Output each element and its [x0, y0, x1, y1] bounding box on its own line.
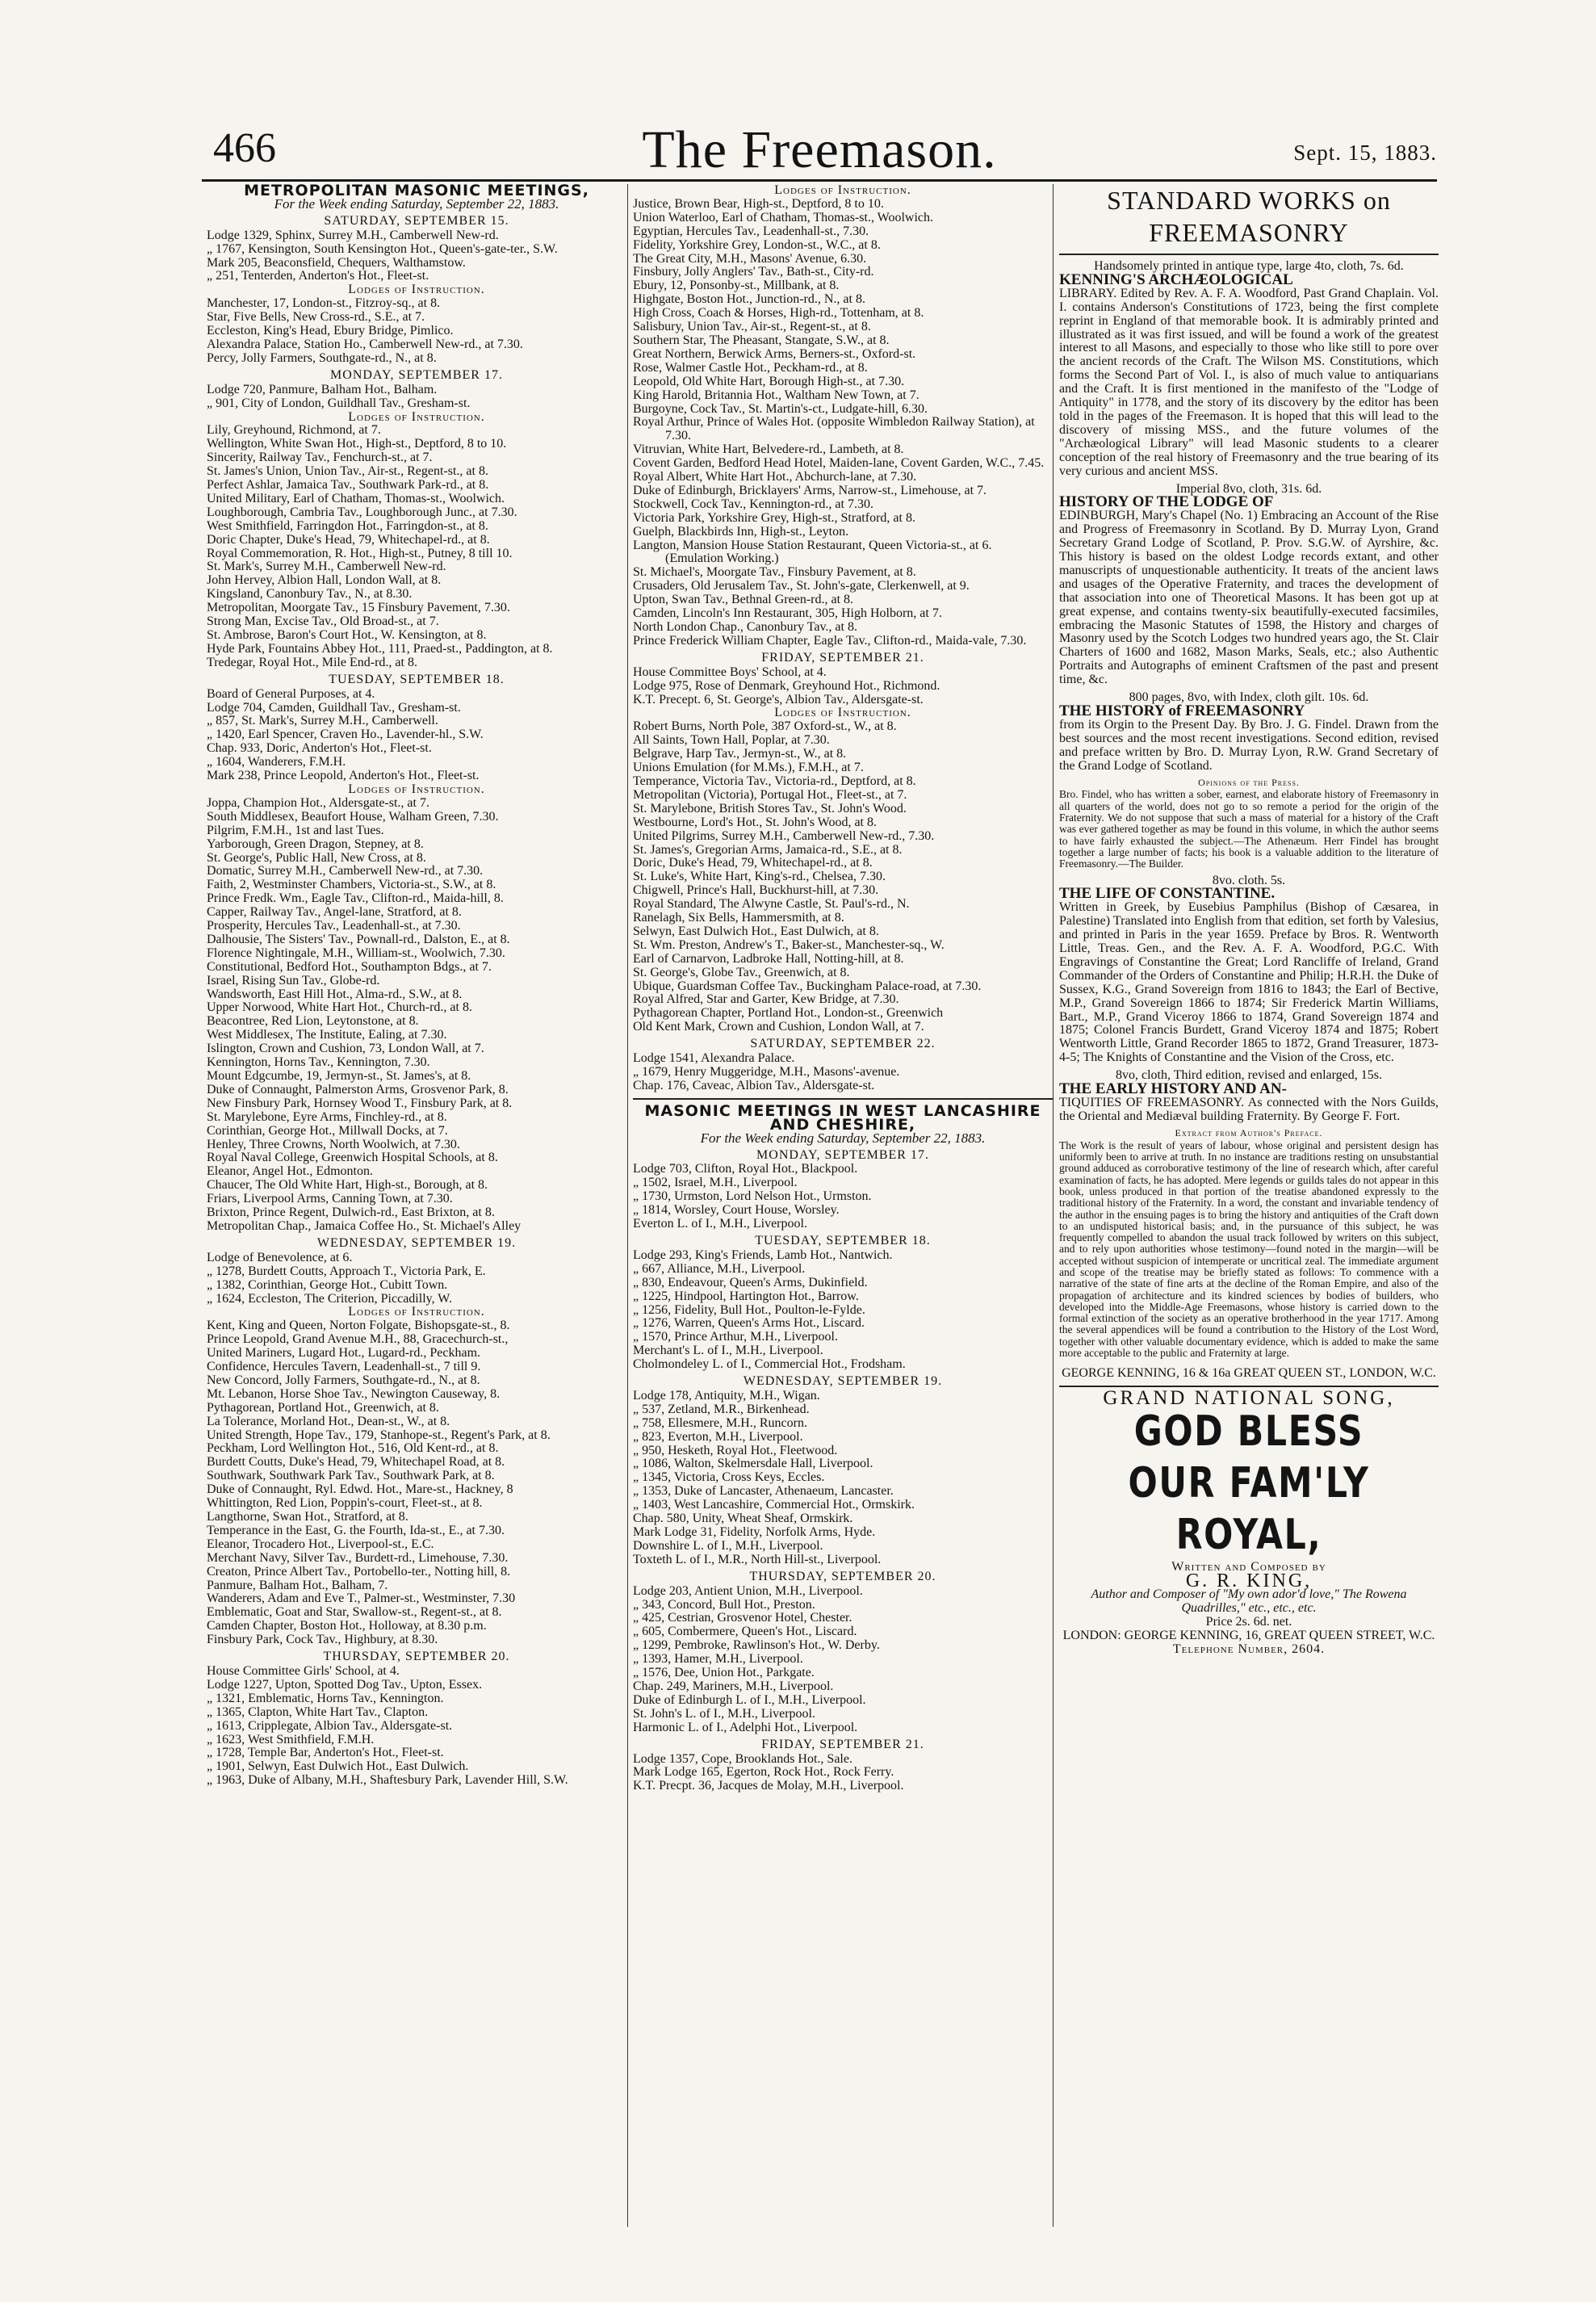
meeting-entry: New Finsbury Park, Hornsey Wood T., Finsbury Park, at 8.	[207, 1096, 513, 1110]
meeting-entry: „ 1403, West Lancashire, Commercial Hot., Ormskirk.	[633, 1498, 915, 1512]
meeting-entry: Upper Norwood, White Hart Hot., Church-rd., at 8.	[207, 1000, 472, 1015]
book-description: EDINBURGH, Mary's Chapel (No. 1) Embracing an Account of the Rise and Progress of Freemasonry in Scotland. By D. Murray Lyon, Grand Secretary Grand Lodge of Scotland, P. Prov. S.G.W. of Ayrshire, &c. This history is based on the oldest Lodge records extant, and other manuscripts of unquestionable authenticity. It treats of the ancient laws and usages of the Operative Fraternity, and traces the development of that association into one of Theoretical Masons. It has been got up at great expense, and contains twenty-six beautifully-executed facsimiles, embracing the Masonic Statutes of 1598, the History and charges of Masonry used by the Scotch Lodges two hundred years ago, the St. Clair Charters of 1600 and 1682, Mason Marks, Seals, etc.; also Authentic Portraits and Autographs of eminent Craftsmen of the past and present time, &c.	[1059, 509, 1439, 687]
meeting-entry: „ 1613, Cripplegate, Albion Tav., Aldersgate-st.	[207, 1718, 453, 1733]
meeting-entry: House Committee Boys' School, at 4.	[633, 665, 827, 679]
day-heading: THURSDAY, SEPTEMBER 20.	[749, 1569, 936, 1583]
meeting-entry: Stockwell, Cock Tav., Kennington-rd., at 7.30.	[633, 497, 873, 511]
meeting-entry: Mark Lodge 31, Fidelity, Norfolk Arms, Hyde.	[633, 1525, 876, 1539]
meeting-entry: „ 1299, Pembroke, Rawlinson's Hot., W. Derby.	[633, 1638, 880, 1653]
meeting-entry: Mount Edgcumbe, 19, Jermyn-st., St. James's, at 8.	[207, 1069, 471, 1083]
day-heading: SATURDAY, SEPTEMBER 15.	[324, 213, 509, 228]
meeting-entry: Temperance in the East, G. the Fourth, Ida-st., E., at 7.30.	[207, 1523, 505, 1537]
meeting-entry: K.T. Precpt. 36, Jacques de Molay, M.H., Liverpool.	[633, 1779, 904, 1793]
meeting-entry: „ 1576, Dee, Union Hot., Parkgate.	[633, 1666, 815, 1680]
meeting-entry: „ 1345, Victoria, Cross Keys, Eccles.	[633, 1470, 825, 1485]
meeting-entry: Faith, 2, Westminster Chambers, Victoria-st., S.W., at 8.	[207, 878, 496, 892]
subsection-heading: Lodges of Instruction.	[774, 184, 911, 197]
meeting-entry: Tredegar, Royal Hot., Mile End-rd., at 8.	[207, 655, 417, 669]
meeting-entry: Royal Naval College, Greenwich Hospital Schools, at 8.	[207, 1151, 498, 1165]
meeting-entry: United Pilgrims, Surrey M.H., Camberwell New-rd., 7.30.	[633, 828, 935, 843]
meeting-entry: Chap. 580, Unity, Wheat Sheaf, Ormskirk.	[633, 1512, 853, 1526]
meeting-entry: Temperance, Victoria Tav., Victoria-rd., Deptford, at 8.	[633, 774, 916, 788]
meeting-entry: Confidence, Hercules Tavern, Leadenhall-st., 7 till 9.	[207, 1360, 481, 1374]
meeting-entry: „ 1276, Warren, Queen's Arms Hot., Liscard.	[633, 1316, 865, 1331]
meeting-entry: Royal Commemoration, R. Hot., High-st., Putney, 8 till 10.	[207, 546, 513, 560]
meeting-entry: Kennington, Horns Tav., Kennington, 7.30.	[207, 1055, 430, 1070]
meeting-entry: Finsbury Park, Cock Tav., Highbury, at 8.30.	[207, 1633, 438, 1647]
meeting-entry: St. Wm. Preston, Andrew's T., Baker-st., Manchester-sq., W.	[633, 937, 945, 952]
meeting-entry: „ 605, Combermere, Queen's Hot., Liscard.	[633, 1625, 857, 1639]
meeting-entry: St. James's, Gregorian Arms, Jamaica-rd., S.E., at 8.	[633, 842, 903, 857]
meeting-entry: Belgrave, Harp Tav., Jermyn-st., W., at 8.	[633, 747, 847, 761]
meeting-entry: Lily, Greyhound, Richmond, at 7.	[207, 423, 381, 438]
meeting-entry: Chap. 249, Mariners, M.H., Liverpool.	[633, 1679, 834, 1693]
meeting-entry: Royal Albert, White Hart Hot., Abchurch-lane, at 7.30.	[633, 470, 917, 484]
meeting-entry: Merchant Navy, Silver Tav., Burdett-rd., Limehouse, 7.30.	[207, 1550, 509, 1565]
meeting-entry: Toxteth L. of I., M.R., North Hill-st., Liverpool.	[633, 1552, 882, 1566]
meeting-entry: „ 1393, Hamer, M.H., Liverpool.	[633, 1652, 803, 1667]
subsection-heading: Lodges of Instruction.	[774, 706, 911, 720]
meeting-entry: Victoria Park, Yorkshire Grey, High-st., Stratford, at 8.	[633, 510, 915, 525]
meeting-entry: Chap. 176, Caveac, Albion Tav., Aldersgate-st.	[633, 1078, 875, 1092]
meeting-entry: „ 1730, Urmston, Lord Nelson Hot., Urmston.	[633, 1189, 872, 1204]
press-opinions-heading: Opinions of the Press.	[1198, 776, 1300, 788]
meeting-entry: Camden, Lincoln's Inn Restaurant, 305, High Holborn, at 7.	[633, 606, 942, 621]
meeting-entry: Creaton, Prince Albert Tav., Portobello-ter., Notting hill, 8.	[207, 1564, 511, 1579]
meeting-entry: „ 1901, Selwyn, East Dulwich Hot., East Dulwich.	[207, 1759, 469, 1774]
day-heading: MONDAY, SEPTEMBER 17.	[330, 367, 503, 382]
day-heading: TUESDAY, SEPTEMBER 18.	[329, 672, 505, 686]
meeting-entry: „ 901, City of London, Guildhall Tav., Gresham-st.	[207, 396, 471, 410]
section-heading: METROPOLITAN MASONIC MEETINGS,	[244, 184, 589, 199]
day-heading: MONDAY, SEPTEMBER 17.	[756, 1147, 929, 1162]
meeting-entry: Lodge 203, Antient Union, M.H., Liverpool.	[633, 1583, 863, 1598]
book-price: Handsomely printed in antique type, large 4to, cloth, 7s. 6d.	[1094, 259, 1404, 273]
meeting-entry: Eleanor, Trocadero Hot., Liverpool-st., E.C.	[207, 1537, 434, 1551]
meeting-entry: „ 1365, Clapton, White Hart Tav., Clapton.	[207, 1704, 429, 1719]
meetings-list	[633, 1052, 1053, 1093]
meeting-entry: Harmonic L. of I., Adelphi Hot., Liverpool.	[633, 1720, 858, 1734]
meeting-entry: South Middlesex, Beaufort House, Walham Green, 7.30.	[207, 809, 499, 824]
meeting-entry: „ 1321, Emblematic, Horns Tav., Kennington.	[207, 1691, 444, 1705]
meeting-entry: Kingsland, Canonbury Tav., N., at 8.30.	[207, 587, 413, 602]
meeting-entry: John Hervey, Albion Hall, London Wall, at 8.	[207, 573, 442, 588]
meeting-entry: Langthorne, Swan Hot., Stratford, at 8.	[207, 1510, 408, 1524]
meeting-entry: Doric, Duke's Head, 79, Whitechapel-rd., at 8.	[633, 856, 873, 870]
meeting-entry: Everton L. of I., M.H., Liverpool.	[633, 1217, 807, 1231]
meeting-entry: Wandsworth, East Hill Hot., Alma-rd., S.W., at 8.	[207, 987, 463, 1001]
meeting-entry: Whittington, Red Lion, Poppin's-court, Fleet-st., at 8.	[207, 1496, 483, 1511]
section-divider	[1059, 254, 1439, 255]
day-heading: WEDNESDAY, SEPTEMBER 19.	[743, 1374, 943, 1389]
preface-extract: The Work is the result of years of labour, whose original and persistent design has uniformly been to arrive at truth. In no instance are traditions resting on unsubstantial ground adduced as corroborative testimony of the line of research which, after careful examination of facts, he has adopted. Mere legends or guilds tales do not appear in this book, unless produced in that portion of the treatise abandoned expressly to the traditional history of the Fraternity. In a word, the constant and invariable tendency of the author in the ensuing pages is to bring the history and antiquities of the Craft down to an undisputed historical basis; and, in the pursuance of this subject, he was frequently compelled to abandon the usual track followed by writers on this subject, and to rely upon authorities whose testimony—found noted in the margin—will be accepted without suspicion of intemperate or uncritical zeal. The immediate argument and scope of the treatise may be briefly stated as follows: To commence with a narrative of the state of fine arts at the decline of the Roman Empire, and also of the propagation of architecture and its kindred sciences by bodies of builders, who developed into the Middle-Age Freemasons, whose history is carried down to the formal extinction of the society as an operative brotherhood in the year 1717. Among the several appendices will be found a contribution to the History of the Lost Word, together with other valuable documentary evidence, which is added to make the same more acceptable to the public and Fraternity at large.	[1059, 1138, 1439, 1360]
meeting-entry: Duke of Connaught, Ryl. Edwd. Hot., Mare-st., Hackney, 8	[207, 1482, 513, 1497]
subsection-heading: Lodges of Instruction.	[348, 782, 485, 796]
meetings-list	[633, 666, 1053, 707]
day-heading: WEDNESDAY, SEPTEMBER 19.	[316, 1235, 517, 1250]
meeting-entry: Israel, Rising Sun Tav., Globe-rd.	[207, 973, 380, 987]
meeting-entry: Capper, Railway Tav., Angel-lane, Stratford, at 8.	[207, 905, 462, 920]
meeting-entry: Cholmondeley L. of I., Commercial Hot., Frodsham.	[633, 1357, 906, 1372]
meeting-entry: Perfect Ashlar, Jamaica Tav., Southwark Park-rd., at 8.	[207, 478, 489, 493]
meeting-entry: St. Marylebone, British Stores Tav., St. John's Wood.	[633, 801, 907, 816]
meeting-entry: Merchant's L. of I., M.H., Liverpool.	[633, 1344, 823, 1358]
meeting-entry: „ 537, Zetland, M.R., Birkenhead.	[633, 1402, 810, 1416]
meeting-entry: Westbourne, Lord's Hot., St. John's Wood, at 8.	[633, 815, 877, 829]
meeting-entry: „ 1225, Hindpool, Hartington Hot., Barrow.	[633, 1289, 859, 1303]
song-credit: Author and Composer of "My own ador'd love," The Rowena Quadrilles," etc., etc., etc.	[1091, 1587, 1407, 1615]
meeting-entry: „ 758, Ellesmere, M.H., Runcorn.	[633, 1415, 807, 1430]
meeting-entry: Great Northern, Berwick Arms, Berners-st., Oxford-st.	[633, 346, 916, 361]
song-byline: Written and Composed by	[1171, 1560, 1326, 1575]
meeting-entry: „ 830, Endeavour, Queen's Arms, Dukinfield.	[633, 1275, 868, 1289]
meeting-entry: „ 1570, Prince Arthur, M.H., Liverpool.	[633, 1330, 838, 1344]
meeting-entry: Prosperity, Hercules Tav., Leadenhall-st., at 7.30.	[207, 919, 461, 933]
book-title: THE LIFE OF CONSTANTINE.	[1059, 885, 1276, 903]
book-title: THE EARLY HISTORY AND AN-	[1059, 1080, 1287, 1098]
column-divider	[1053, 184, 1054, 2227]
meeting-entry: Upton, Swan Tav., Bethnal Green-rd., at 8.	[633, 593, 854, 607]
meeting-entry: Duke of Edinburgh L. of I., M.H., Liverpool.	[633, 1692, 866, 1707]
meeting-entry: House Committee Girls' School, at 4.	[207, 1663, 400, 1678]
meeting-entry: Joppa, Champion Hot., Aldersgate-st., at 7.	[207, 795, 429, 810]
meeting-entry: Lodge 1541, Alexandra Palace.	[633, 1051, 795, 1066]
meeting-entry: Constitutional, Bedford Hot., Southampton Bdgs., at 7.	[207, 959, 492, 974]
meeting-entry: Finsbury, Jolly Anglers' Tav., Bath-st., City-rd.	[633, 265, 874, 279]
meeting-entry: Duke of Edinburgh, Bricklayers' Arms, Narrow-st., Limehouse, at 7.	[633, 483, 987, 497]
meeting-entry: „ 1353, Duke of Lancaster, Athenaeum, Lancaster.	[633, 1484, 894, 1499]
meeting-entry: Mt. Lebanon, Horse Shoe Tav., Newington Causeway, 8.	[207, 1386, 501, 1401]
meeting-entry: King Harold, Britannia Hot., Waltham New Town, at 7.	[633, 388, 919, 402]
meeting-entry: Lodge 293, King's Friends, Lamb Hot., Nantwich.	[633, 1247, 893, 1262]
meeting-entry: „ 1963, Duke of Albany, M.H., Shaftesbury Park, Lavender Hill, S.W.	[207, 1773, 568, 1788]
meeting-entry: Kent, King and Queen, Norton Folgate, Bishopsgate-st., 8.	[207, 1319, 510, 1333]
meeting-entry: „ 1624, Eccleston, The Criterion, Piccadilly, W.	[207, 1291, 452, 1306]
meeting-entry: Lodge 704, Camden, Guildhall Tav., Gresham-st.	[207, 700, 461, 715]
meeting-entry: „ 1728, Temple Bar, Anderton's Hot., Fleet-st.	[207, 1746, 444, 1760]
meeting-entry: „ 1256, Fidelity, Bull Hot., Poulton-le-Fylde.	[633, 1302, 865, 1317]
meeting-entry: Corinthian, George Hot., Millwall Docks, at 7.	[207, 1123, 448, 1138]
subsection-heading: Lodges of Instruction.	[348, 283, 485, 297]
meeting-entry: Rose, Walmer Castle Hot., Peckham-rd., at 8.	[633, 360, 868, 375]
meeting-entry: Union Waterloo, Earl of Chatham, Thomas-st., Woolwich.	[633, 210, 934, 224]
telephone-number: Telephone Number, 2604.	[1172, 1642, 1326, 1656]
meeting-entry: St. James's Union, Union Tav., Air-st., Regent-st., at 8.	[207, 464, 488, 479]
meeting-entry: Justice, Brown Bear, High-st., Deptford, 8 to 10.	[633, 196, 884, 211]
meeting-entry: Burgoyne, Cock Tav., St. Martin's-ct., Ludgate-hill, 6.30.	[633, 401, 928, 416]
meeting-entry: Friars, Liverpool Arms, Canning Town, at 7.30.	[207, 1192, 453, 1206]
meetings-list	[633, 720, 1053, 1034]
meeting-entry: Southwark, Southwark Park Tav., Southwark Park, at 8.	[207, 1469, 495, 1483]
meeting-entry: United Strength, Hope Tav., 179, Stanhope-st., Regent's Park, at 8.	[207, 1428, 551, 1442]
standard-works-banner: STANDARD WORKS on FREEMASONRY	[1107, 186, 1391, 247]
meeting-entry: St. Luke's, White Hart, King's-rd., Chelsea, 7.30.	[633, 870, 886, 884]
column-divider	[627, 184, 628, 2227]
book-price: 8vo. cloth. 5s.	[1212, 873, 1286, 887]
header-rule	[202, 179, 1437, 182]
book-price: 800 pages, 8vo, with Index, cloth gilt. 10s. 6d.	[1129, 690, 1369, 705]
meeting-entry: Chaucer, The Old White Hart, High-st., Borough, at 8.	[207, 1178, 488, 1193]
meeting-entry: Hyde Park, Fountains Abbey Hot., 111, Praed-st., Paddington, at 8.	[207, 641, 553, 656]
meeting-entry: Henley, Three Crowns, North Woolwich, at 7.30.	[207, 1137, 460, 1151]
meeting-entry: „ 1604, Wanderers, F.M.H.	[207, 755, 346, 769]
meeting-entry: Ranelagh, Six Bells, Hammersmith, at 8.	[633, 911, 844, 925]
meeting-entry: Lodge 1227, Upton, Spotted Dog Tav., Upton, Essex.	[207, 1677, 483, 1692]
meeting-entry: Royal Standard, The Alwyne Castle, St. Paul's-rd., N.	[633, 897, 910, 912]
meeting-entry: Lodge 703, Clifton, Royal Hot., Blackpool.	[633, 1162, 858, 1176]
meeting-entry: „ 251, Tenterden, Anderton's Hot., Fleet-st.	[207, 269, 429, 283]
song-author: G. R. KING,	[1185, 1570, 1313, 1592]
meeting-entry: Royal Arthur, Prince of Wales Hot. (opposite Wimbledon Railway Station), at 7.30.	[633, 415, 1035, 443]
meeting-entry: Star, Five Bells, New Cross-rd., S.E., at 7.	[207, 310, 425, 325]
meeting-entry: All Saints, Town Hall, Poplar, at 7.30.	[633, 733, 830, 748]
meetings-list	[633, 1149, 1053, 1794]
meeting-entry: Alexandra Palace, Station Ho., Camberwell New-rd., at 7.30.	[207, 337, 523, 351]
day-heading: TUESDAY, SEPTEMBER 18.	[755, 1233, 931, 1247]
column-advertisements	[1059, 184, 1439, 2229]
section-divider	[633, 1098, 1053, 1100]
meeting-entry: United Military, Earl of Chatham, Thomas-st., Woolwich.	[207, 491, 505, 505]
masthead	[202, 120, 1437, 187]
meeting-entry: Chap. 933, Doric, Anderton's Hot., Fleet-st.	[207, 741, 432, 756]
meeting-entry: Chigwell, Prince's Hall, Buckhurst-hill, at 7.30.	[633, 883, 879, 898]
meeting-entry: Florence Nightingale, M.H., William-st., Woolwich, 7.30.	[207, 946, 505, 960]
meeting-entry: St. Michael's, Moorgate Tav., Finsbury Pavement, at 8.	[633, 565, 916, 580]
meeting-entry: Emblematic, Goat and Star, Swallow-st., Regent-st., at 8.	[207, 1605, 502, 1620]
meeting-entry: La Tolerance, Morland Hot., Dean-st., W., at 8.	[207, 1414, 450, 1428]
page-number: 466	[213, 125, 276, 171]
meeting-entry: New Concord, Jolly Farmers, Southgate-rd., N., at 8.	[207, 1373, 480, 1387]
meeting-entry: St. George's, Globe Tav., Greenwich, at 8.	[633, 965, 850, 979]
meeting-entry: Yarborough, Green Dragon, Stepney, at 8.	[207, 837, 424, 851]
meeting-entry: Leopold, Old White Hart, Borough High-st., at 7.30.	[633, 374, 905, 388]
column-lodges-of-instruction	[633, 184, 1053, 2229]
meeting-entry: Lodge 178, Antiquity, M.H., Wigan.	[633, 1388, 820, 1403]
meeting-entry: Lodge 1357, Cope, Brooklands Hot., Sale.	[633, 1751, 852, 1766]
book-price: 8vo, cloth, Third edition, revised and enlarged, 15s.	[1115, 1068, 1382, 1083]
meeting-entry: Strong Man, Excise Tav., Old Broad-st., at 7.	[207, 614, 439, 629]
meeting-entry: Prince Fredk. Wm., Eagle Tav., Clifton-rd., Maida-hill, 8.	[207, 891, 504, 906]
book-price: Imperial 8vo, cloth, 31s. 6d.	[1175, 481, 1322, 496]
meeting-entry: Downshire L. of I., M.H., Liverpool.	[633, 1538, 823, 1553]
preface-heading: Extract from Author's Preface.	[1175, 1126, 1323, 1138]
book-title: HISTORY OF THE LODGE OF	[1059, 493, 1274, 511]
meeting-entry: Lodge 1329, Sphinx, Surrey M.H., Camberwell New-rd.	[207, 228, 499, 242]
meeting-entry: „ 1382, Corinthian, George Hot., Cubitt Town.	[207, 1277, 448, 1292]
subsection-heading: Lodges of Instruction.	[348, 409, 485, 424]
meeting-entry: Royal Alfred, Star and Garter, Kew Bridge, at 7.30.	[633, 992, 899, 1007]
book-description: TIQUITIES OF FREEMASONRY. As connected with the Nors Guilds, the Oriental and Mediæval building Fraternity. By George F. Fort.	[1059, 1096, 1439, 1123]
meeting-entry: Ebury, 12, Ponsonby-st., Millbank, at 8.	[633, 279, 840, 293]
meeting-entry: St. Ambrose, Baron's Court Hot., W. Kensington, at 8.	[207, 628, 487, 642]
meeting-entry: Prince Leopold, Grand Avenue M.H., 88, Gracechurch-st.,	[207, 1332, 509, 1347]
meeting-entry: Metropolitan Chap., Jamaica Coffee Ho., St. Michael's Alley	[207, 1218, 522, 1233]
meeting-entry: „ 823, Everton, M.H., Liverpool.	[633, 1429, 803, 1444]
day-heading: THURSDAY, SEPTEMBER 20.	[323, 1650, 510, 1664]
meeting-entry: „ 857, St. Mark's, Surrey M.H., Camberwell.	[207, 714, 438, 728]
meeting-entry: Earl of Carnarvon, Ladbroke Hall, Notting-hill, at 8.	[633, 951, 904, 966]
meeting-entry: Pythagorean, Portland Hot., Greenwich, at 8.	[207, 1400, 439, 1415]
meeting-entry: St. Marylebone, Eyre Arms, Finchley-rd., at 8.	[207, 1109, 447, 1124]
meeting-entry: High Cross, Coach & Horses, High-rd., Tottenham, at 8.	[633, 306, 924, 321]
meeting-entry: „ 343, Concord, Bull Hot., Preston.	[633, 1597, 815, 1612]
meeting-entry: Eleanor, Angel Hot., Edmonton.	[207, 1164, 373, 1179]
section-subheading: For the Week ending Saturday, September 22, 1883.	[700, 1130, 986, 1146]
meeting-entry: Panmure, Balham Hot., Balham, 7.	[207, 1578, 388, 1592]
meeting-entry: Prince Frederick William Chapter, Eagle Tav., Clifton-rd., Maida-vale, 7.30.	[633, 633, 1027, 648]
day-heading: FRIDAY, SEPTEMBER 21.	[761, 1737, 924, 1751]
meeting-entry: „ 1086, Walton, Skelmersdale Hall, Liverpool.	[633, 1457, 873, 1471]
press-opinions: Bro. Findel, who has written a sober, earnest, and elaborate history of Freemasonry in all quarters of the world, does not go to so remote a period for the origin of the Fraternity. We do not suppose that such a mass of material for a history of the Craft was ever gathered together as may be found in this volume, in which the author seems to have fairly exhausted the subject.—The Athenæum. Herr Findel has brought together a large number of facts; his book is a valuable addition to the literature of Freemasonry.—The Builder.	[1059, 788, 1439, 870]
column-metropolitan-meetings	[207, 184, 626, 2229]
song-heading: GRAND NATIONAL SONG,	[1103, 1387, 1395, 1410]
meeting-entry: Pythagorean Chapter, Portland Hot., London-st., Greenwich	[633, 1006, 944, 1021]
section-subheading: For the Week ending Saturday, September 22, 1883.	[274, 195, 559, 212]
meeting-entry: Wanderers, Adam and Eve T., Palmer-st., Westminster, 7.30	[207, 1591, 516, 1606]
meeting-entry: Vitruvian, White Hart, Belvedere-rd., Lambeth, at 8.	[633, 442, 904, 457]
meeting-entry: Southern Star, The Pheasant, Stangate, S.W., at 8.	[633, 333, 890, 347]
issue-date: Sept. 15, 1883.	[1293, 140, 1437, 165]
publisher-address: GEORGE KENNING, 16 & 16a GREAT QUEEN ST., LONDON, W.C.	[1062, 1366, 1436, 1381]
meeting-entry: Lodge 975, Rose of Denmark, Greyhound Hot., Richmond.	[633, 678, 940, 693]
meeting-entry: Duke of Connaught, Palmerston Arms, Grosvenor Park, 8.	[207, 1082, 509, 1096]
meeting-entry: „ 667, Alliance, M.H., Liverpool.	[633, 1261, 806, 1276]
meeting-entry: West Smithfield, Farringdon Hot., Farringdon-st., at 8.	[207, 518, 488, 533]
song-publisher: LONDON: GEORGE KENNING, 16, GREAT QUEEN STREET, W.C.	[1062, 1628, 1435, 1642]
meeting-entry: Metropolitan, Moorgate Tav., 15 Finsbury Pavement, 7.30.	[207, 601, 510, 615]
meetings-list	[207, 215, 626, 1788]
meeting-entry: Eccleston, King's Head, Ebury Bridge, Pimlico.	[207, 324, 454, 338]
book-description: Written in Greek, by Eusebius Pamphilus (Bishop of Cæsarea, in Palestine) Translated into English from that edition, set forth by Valesius, and printed in Paris in the year 1659. Preface by Bros. R. Wentworth Little, Treas. Gen., and the Rev. A. F. A. Woodford, P.G.C. With Engravings of Constantine the Great; Lord Rancliffe of Ireland, Grand Commander of the Orders of Constantine and Philip; H.R.H. the Duke of Sussex, K.G., Grand Sovereign from 1816 to 1843; the Earl of Bective, M.P., Grand Sovereign 1866 to 1874; Sir Frederick Martin Williams, Bart., M.P., Grand Viceroy 1866 to 1874, Grand Sovereign 1874 and 1875; Colonel Francis Burdett, Grand Viceroy 1874 and 1875; Robert Wentworth Little, Grand Recorder 1865 to 1872, Grand Treasurer, 1873-4-5; The Knights of Constantine and the Vision of the Cross, etc.	[1059, 900, 1439, 1065]
meeting-entry: Mark 238, Prince Leopold, Anderton's Hot., Fleet-st.	[207, 769, 480, 783]
meeting-entry: The Great City, M.H., Masons' Avenue, 6.30.	[633, 251, 867, 266]
book-description: LIBRARY. Edited by Rev. A. F. A. Woodford, Past Grand Chaplain. Vol. I. contains Anderson's Constitutions of 1723, being the first complete reprint in England of that memorable book. It is admirably printed and illustrated as it was first issued, and will be found a work of the greatest interest to all Masons, and especially to those who like still to pore over the ancient records of the Craft. The Wilson MS. Constitutions, which forms the Second Part of Vol. I., is also of much value to antiquarians and the Craft. It is first mentioned in the manifesto of the "Lodge of Antiquity" in 1778, and the story of its discovery by the editor has been told in the pages of the Freemason. It is hoped that this will lead to the discovery of missing MSS., and the future volumes of the "Archæological Library" will lead Masonic students to a clearer conception of the real history of Freemasonry and the true bearing of its very curious and ancient MSS.	[1059, 286, 1439, 478]
meeting-entry: Salisbury, Union Tav., Air-st., Regent-st., at 8.	[633, 320, 871, 334]
meeting-entry: North London Chap., Canonbury Tav., at 8.	[633, 620, 857, 634]
meeting-entry: Peckham, Lord Wellington Hot., 516, Old Kent-rd., at 8.	[207, 1441, 499, 1456]
meeting-entry: St. Mark's, Surrey M.H., Camberwell New-rd.	[207, 560, 446, 574]
meeting-entry: Wellington, White Swan Hot., High-st., Deptford, 8 to 10.	[207, 437, 507, 451]
meeting-entry: Sincerity, Railway Tav., Fenchurch-st., at 7.	[207, 451, 433, 465]
meeting-entry: „ 1679, Henry Muggeridge, M.H., Masons'-avenue.	[633, 1065, 900, 1079]
meeting-entry: „ 1278, Burdett Coutts, Approach T., Victoria Park, E.	[207, 1264, 486, 1278]
meeting-entry: Board of General Purposes, at 4.	[207, 686, 375, 701]
song-title: GOD BLESS OUR FAM'LY ROYAL,	[1128, 1407, 1370, 1560]
meeting-entry: „ 1502, Israel, M.H., Liverpool.	[633, 1176, 798, 1190]
day-heading: FRIDAY, SEPTEMBER 21.	[761, 650, 924, 665]
meeting-entry: Islington, Crown and Cushion, 73, London Wall, at 7.	[207, 1042, 484, 1056]
meeting-entry: Metropolitan (Victoria), Portugal Hot., Fleet-st., at 7.	[633, 787, 907, 802]
meeting-entry: Fidelity, Yorkshire Grey, London-st., W.C., at 8.	[633, 237, 881, 252]
meeting-entry: Robert Burns, North Pole, 387 Oxford-st., W., at 8.	[633, 719, 897, 734]
meeting-entry: „ 950, Hesketh, Royal Hot., Fleetwood.	[633, 1443, 838, 1457]
book-title: KENNING'S ARCHÆOLOGICAL	[1059, 270, 1293, 288]
meeting-entry: West Middlesex, The Institute, Ealing, at 7.30.	[207, 1028, 447, 1042]
meeting-entry: K.T. Precept. 6, St. George's, Albion Tav., Aldersgate-st.	[633, 692, 924, 707]
day-heading: SATURDAY, SEPTEMBER 22.	[750, 1037, 936, 1051]
meeting-entry: St. George's, Public Hall, New Cross, at 8.	[207, 850, 426, 865]
meeting-entry: Ubique, Guardsman Coffee Tav., Buckingham Palace-road, at 7.30.	[633, 979, 982, 993]
meeting-entry: Doric Chapter, Duke's Head, 79, Whitechapel-rd., at 8.	[207, 532, 490, 547]
meeting-entry: Domatic, Surrey M.H., Camberwell New-rd., at 7.30.	[207, 864, 484, 878]
meeting-entry: St. John's L. of I., M.H., Liverpool.	[633, 1706, 815, 1721]
meeting-entry: „ 1420, Earl Spencer, Craven Ho., Lavender-hl., S.W.	[207, 727, 484, 742]
meeting-entry: Manchester, 17, London-st., Fitzroy-sq., at 8.	[207, 296, 441, 311]
meeting-entry: „ 425, Cestrian, Grosvenor Hotel, Chester.	[633, 1611, 852, 1625]
meeting-entry: Old Kent Mark, Crown and Cushion, London Wall, at 7.	[633, 1020, 924, 1034]
meeting-entry: Selwyn, East Dulwich Hot., East Dulwich, at 8.	[633, 924, 879, 938]
meeting-entry: „ 1767, Kensington, South Kensington Hot., Queen's-gate-ter., S.W.	[207, 241, 558, 256]
book-description: from its Orgin to the Present Day. By Bro. J. G. Findel. Drawn from the best sources and the most recent investigations. Second edition, revised and preface written by Bro. D. Murray Lyon, R.W. Grand Secretary of the Grand Lodge of Scotland.	[1059, 717, 1439, 773]
meeting-entry: „ 1623, West Smithfield, F.M.H.	[207, 1732, 375, 1746]
meeting-entry: United Mariners, Lugard Hot., Lugard-rd., Peckham.	[207, 1346, 481, 1361]
meeting-entry: Highgate, Boston Hot., Junction-rd., N., at 8.	[633, 292, 865, 307]
meeting-entry: Mark 205, Beaconsfield, Chequers, Walthamstow.	[207, 255, 466, 270]
meeting-entry: Lodge of Benevolence, at 6.	[207, 1250, 353, 1264]
meeting-entry: Lodge 720, Panmure, Balham Hot., Balham.	[207, 382, 438, 396]
meeting-entry: „ 1814, Worsley, Court House, Worsley.	[633, 1203, 840, 1218]
meeting-entry: Guelph, Blackbirds Inn, High-st., Leyton.	[633, 524, 849, 539]
book-title: THE HISTORY of FREEMASONRY	[1059, 702, 1305, 719]
meeting-entry: Mark Lodge 165, Egerton, Rock Hot., Rock Ferry.	[633, 1765, 894, 1780]
meeting-entry: Crusaders, Old Jerusalem Tav., St. John's-gate, Clerkenwell, at 9.	[633, 579, 970, 593]
subsection-heading: Lodges of Instruction.	[348, 1305, 485, 1319]
meeting-entry: Covent Garden, Bedford Head Hotel, Maiden-lane, Covent Garden, W.C., 7.45.	[633, 456, 1045, 471]
meeting-entry: Burdett Coutts, Duke's Head, 79, Whitechapel Road, at 8.	[207, 1455, 505, 1470]
meeting-entry: Loughborough, Cambria Tav., Loughborough Junc., at 7.30.	[207, 505, 517, 519]
section-heading: MASONIC MEETINGS IN WEST LANCASHIRE AND CHESHIRE,	[644, 1101, 1041, 1134]
paper-title: The Freemason.	[642, 120, 997, 179]
meeting-entry: Percy, Jolly Farmers, Southgate-rd., N., at 8.	[207, 350, 437, 365]
meeting-entry: Egyptian, Hercules Tav., Leadenhall-st., 7.30.	[633, 224, 869, 238]
meeting-entry: Langton, Mansion House Station Restaurant, Queen Victoria-st., at 6. (Emulation Working.)	[633, 538, 992, 566]
meeting-entry: Unions Emulation (for M.Ms.), F.M.H., at 7.	[633, 761, 864, 775]
meetings-list	[633, 198, 1053, 648]
meeting-entry: Pilgrim, F.M.H., 1st and last Tues.	[207, 823, 384, 837]
song-price: Price 2s. 6d. net.	[1205, 1614, 1292, 1629]
meeting-entry: Beacontree, Red Lion, Leytonstone, at 8.	[207, 1014, 419, 1029]
meeting-entry: Dalhousie, The Sisters' Tav., Pownall-rd., Dalston, E., at 8.	[207, 932, 510, 946]
meeting-entry: Brixton, Prince Regent, Dulwich-rd., East Brixton, at 8.	[207, 1206, 495, 1220]
meeting-entry: Camden Chapter, Boston Hot., Holloway, at 8.30 p.m.	[207, 1619, 487, 1633]
